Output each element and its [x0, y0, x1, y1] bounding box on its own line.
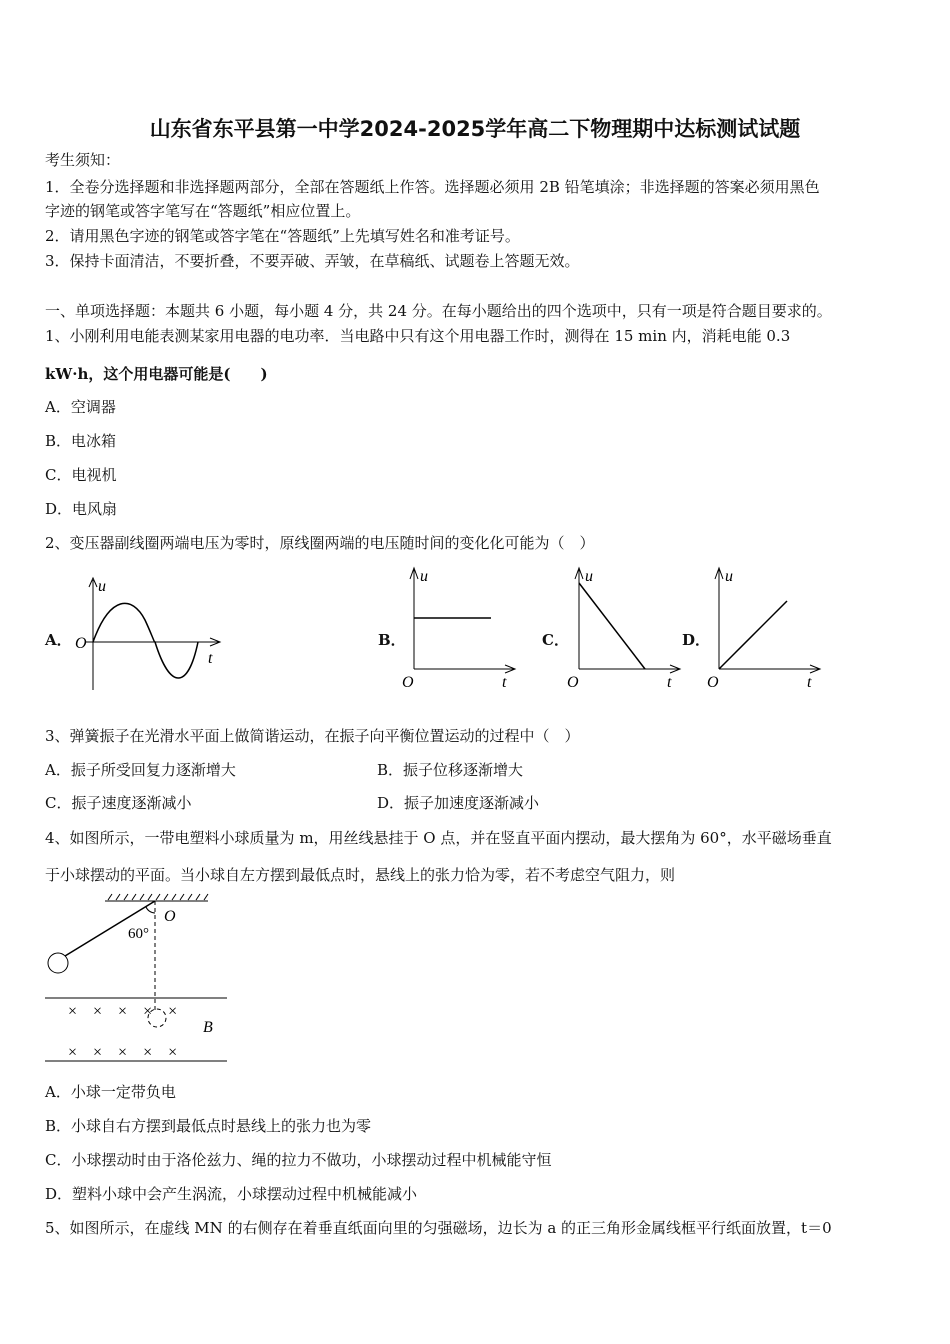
question-3-stem: 3、弹簧振子在光滑水平面上做简谐运动，在振子向平衡位置运动的过程中（ ）: [45, 727, 580, 745]
field-label: B: [203, 1019, 213, 1036]
q2-option-b: B．: [378, 631, 406, 649]
angle-label: 60°: [128, 926, 149, 942]
notice-heading: 考生须知：: [45, 151, 121, 169]
page-title: 山东省东平县第一中学2024-2025学年高二下物理期中达标测试试题: [149, 117, 801, 141]
notice-item: 1．全卷分选择题和非选择题两部分，全部在答题纸上作答。选择题必须用 2B 铅笔填涂；非选择题的答案必须用黑色: [45, 178, 820, 196]
notice-item: 3．保持卡面清洁，不要折叠，不要弄破、弄皱，在草稿纸、试题卷上答题无效。: [45, 252, 580, 270]
axis-origin-label: O: [707, 674, 719, 691]
q1-option-a: A．空调器: [45, 398, 116, 416]
axis-u-label: u: [98, 578, 106, 595]
axis-origin-label: O: [567, 674, 579, 691]
svg-text:× × × × ×: × × × × ×: [68, 1044, 178, 1061]
svg-text:× × × × ×: × × × × ×: [68, 1003, 178, 1020]
graph-c-decreasing: [565, 565, 685, 690]
q3-option-b: B．振子位移逐渐增大: [377, 761, 524, 779]
q3-option-d: D．振子加速度逐渐减小: [377, 794, 540, 812]
axis-t-label: t: [502, 674, 507, 691]
question-4-stem: 4、如图所示，一带电塑料小球质量为 m，用丝线悬挂于 O 点，并在竖直平面内摆动，最大摆角为 60°，水平磁场垂直: [45, 829, 832, 847]
q2-option-c: C．: [542, 631, 569, 649]
question-1-stem: kW·h，这个用电器可能是( ): [45, 365, 268, 383]
axis-t-label: t: [667, 674, 672, 691]
q2-option-a: A．: [45, 631, 72, 649]
pivot-label: O: [164, 908, 176, 925]
axis-u-label: u: [725, 568, 733, 585]
q4-option-b: B．小球自右方摆到最低点时悬线上的张力也为零: [45, 1117, 372, 1135]
section-heading: 一、单项选择题：本题共 6 小题，每小题 4 分，共 24 分。在每小题给出的四个选项中，只有一项是符合题目要求的。: [45, 302, 832, 320]
graph-b-constant: [400, 565, 520, 690]
question-4-stem: 于小球摆动的平面。当小球自左方摆到最低点时，悬线上的张力恰为零，若不考虑空气阻力，则: [45, 866, 676, 884]
q4-option-d: D．塑料小球中会产生涡流，小球摆动过程中机械能减小: [45, 1185, 418, 1203]
axis-t-label: t: [208, 650, 213, 667]
q1-option-b: B．电冰箱: [45, 432, 117, 450]
q3-option-c: C．振子速度逐渐减小: [45, 794, 192, 812]
question-5-stem: 5、如图所示，在虚线 MN 的右侧存在着垂直纸面向里的匀强磁场，边长为 a 的正三角形金属线框平行纸面放置，t＝0: [45, 1219, 832, 1237]
axis-origin-label: O: [75, 635, 87, 652]
axis-origin-label: O: [402, 674, 414, 691]
q4-option-a: A．小球一定带负电: [45, 1083, 176, 1101]
notice-item: 2．请用黑色字迹的钢笔或答字笔在“答题纸”上先填写姓名和准考证号。: [45, 227, 520, 245]
axis-u-label: u: [420, 568, 428, 585]
q4-option-c: C．小球摆动时由于洛伦兹力、绳的拉力不做功，小球摆动过程中机械能守恒: [45, 1151, 552, 1169]
notice-item: 字迹的钢笔或答字笔写在“答题纸”相应位置上。: [45, 202, 361, 220]
graph-d-increasing: [705, 565, 825, 690]
question-1-stem: 1、小刚利用电能表测某家用电器的电功率．当电路中只有这个用电器工作时，测得在 15 min 内，消耗电能 0.3: [45, 327, 791, 345]
q2-option-d: D．: [682, 631, 711, 649]
pendulum-figure: [40, 893, 240, 1068]
axis-u-label: u: [585, 568, 593, 585]
graph-a-sine: [70, 575, 230, 695]
q1-option-c: C．电视机: [45, 466, 117, 484]
magnetic-field-crosses: [68, 1003, 177, 1061]
axis-t-label: t: [807, 674, 812, 691]
q3-option-a: A．振子所受回复力逐渐增大: [45, 761, 236, 779]
question-2-stem: 2、变压器副线圈两端电压为零时，原线圈两端的电压随时间的变化化可能为（ ）: [45, 534, 595, 552]
q1-option-d: D．电风扇: [45, 500, 118, 518]
